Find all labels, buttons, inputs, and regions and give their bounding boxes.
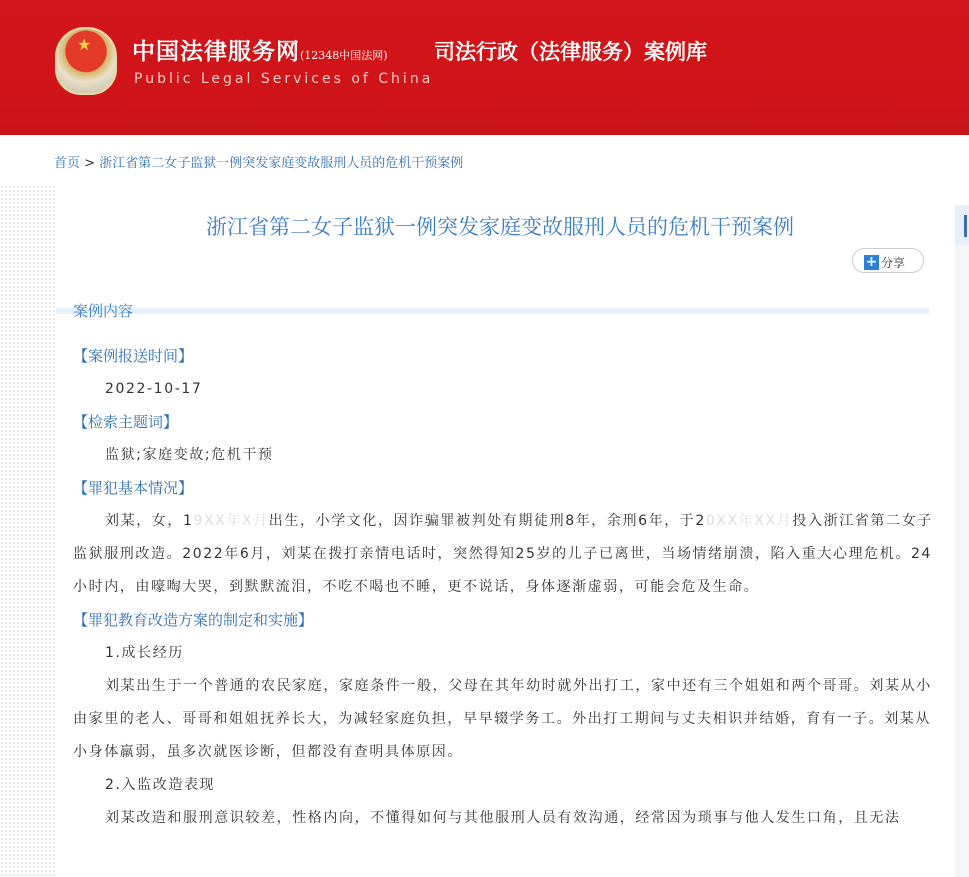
site-subtitle: (12348中国法网): [300, 49, 388, 62]
share-button[interactable]: [852, 248, 924, 273]
library-title: 司法行政（法律服务）案例库: [434, 40, 707, 64]
national-emblem-logo: ★: [55, 27, 117, 95]
site-english-name: Public Legal Services of China: [134, 71, 434, 87]
subheading-growth: 1.成长经历: [105, 645, 184, 661]
heading-basic-info: 【罪犯基本情况】: [73, 479, 194, 497]
text: 刘某，女，1: [105, 513, 194, 529]
basic-info-paragraph: [73, 505, 933, 604]
section-heading: 案例内容: [73, 302, 134, 320]
heading-keywords: 【检索主题词】: [73, 413, 179, 431]
site-header: [0, 0, 969, 135]
text: 出生，小学文化，因诈骗罪被判处有期徒刑8年，余刑6年，于2: [268, 513, 706, 529]
breadcrumb-current[interactable]: 浙江省第二女子监狱一例突发家庭变故服刑人员的危机干预案例: [99, 156, 464, 171]
keywords: 监狱;家庭变故;危机干预: [105, 447, 274, 463]
text: 投入浙江省第二女子监狱服刑改造。2022年6月，刘某在拨打亲情电话时，突然得知25岁的儿子已离世，当场情绪崩溃，陷入重大心理危机。24小时内，由嚎啕大哭，到默默流泪，不吃不喝也不睡，更不说话，身体逐渐虚弱，可能会危及生命。: [73, 513, 933, 595]
heading-plan: 【罪犯教育改造方案的制定和实施】: [73, 611, 314, 629]
right-side-panel: [955, 205, 969, 877]
redacted-text: 9XX年X月: [193, 513, 269, 529]
share-label: 分享: [881, 255, 906, 270]
plus-icon: +: [865, 253, 878, 270]
performance-paragraph: 刘某改造和服刑意识较差，性格内向，不懂得如何与其他服刑人员有效沟通，经常因为琐事与他人发生口角，且无法: [105, 810, 901, 826]
breadcrumb-home[interactable]: 首页: [54, 156, 81, 171]
left-dotted-background: [0, 185, 55, 877]
growth-paragraph: 刘某出生于一个普通的农民家庭，家庭条件一般，父母在其年幼时就外出打工，家中还有三个姐姐和两个哥哥。刘某从小由家里的老人、哥哥和姐姐抚养长大，为减轻家庭负担，早早辍学务工。外出打工期间与丈夫相识并结婚，育有一子。刘某从小身体羸弱，虽多次就医诊断，但都没有查明具体原因。: [73, 678, 932, 760]
site-name[interactable]: [132, 33, 388, 66]
section-bar: [56, 308, 929, 314]
page-title: 浙江省第二女子监狱一例突发家庭变故服刑人员的危机干预案例: [206, 215, 794, 239]
report-date: 2022-10-17: [105, 381, 203, 397]
redacted-text: 0XX年XX月: [705, 513, 793, 529]
breadcrumb: [54, 152, 463, 171]
site-name-text: 中国法律服务网: [132, 38, 300, 65]
heading-report-time: 【案例报送时间】: [73, 347, 194, 365]
breadcrumb-separator: >: [84, 156, 96, 171]
subheading-performance: 2.入监改造表现: [105, 777, 216, 793]
article-content: [73, 340, 933, 835]
